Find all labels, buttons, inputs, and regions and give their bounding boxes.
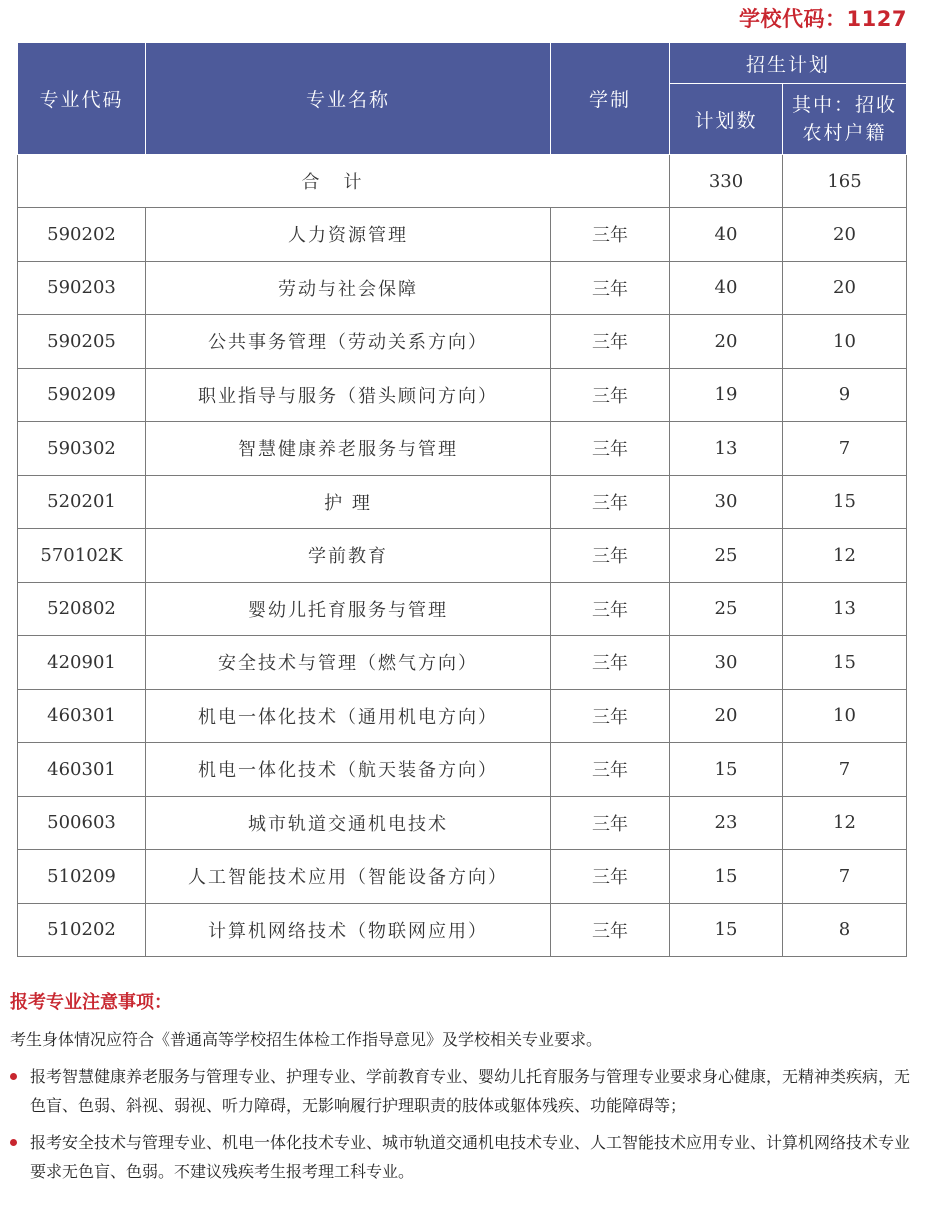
cell-code: 590202 — [18, 208, 146, 262]
cell-rural: 12 — [783, 796, 907, 850]
cell-code: 500603 — [18, 796, 146, 850]
cell-plan: 25 — [670, 529, 783, 583]
cell-rural: 10 — [783, 689, 907, 743]
table-row — [18, 743, 907, 797]
header-plan-group: 招生计划 — [670, 43, 907, 84]
table-row — [18, 261, 907, 315]
header-rural — [783, 84, 907, 155]
cell-code: 590209 — [18, 368, 146, 422]
cell-rural: 15 — [783, 636, 907, 690]
school-code: 学校代码：1127 — [739, 7, 907, 31]
cell-plan: 15 — [670, 903, 783, 957]
cell-code: 590203 — [18, 261, 146, 315]
cell-name: 智慧健康养老服务与管理 — [146, 422, 551, 476]
table-row — [18, 315, 907, 369]
enrollment-plan-table — [17, 42, 907, 957]
cell-duration: 三年 — [551, 208, 670, 262]
table-body — [18, 155, 907, 957]
table-row — [18, 796, 907, 850]
header-rural-line1: 其中：招收 — [792, 94, 898, 116]
header-rural-line2: 农村户籍 — [802, 122, 887, 144]
cell-code: 510202 — [18, 903, 146, 957]
cell-plan: 15 — [670, 850, 783, 904]
cell-name: 人工智能技术应用（智能设备方向） — [146, 850, 551, 904]
table-row — [18, 368, 907, 422]
cell-plan: 30 — [670, 636, 783, 690]
notes-item-text: 报考安全技术与管理专业、机电一体化技术专业、城市轨道交通机电技术专业、人工智能技术应用专业、计算机网络技术专业要求无色盲、色弱。不建议残疾考生报考理工科专业。 — [30, 1133, 911, 1181]
notes-list — [10, 1062, 915, 1194]
cell-rural: 20 — [783, 261, 907, 315]
cell-duration: 三年 — [551, 796, 670, 850]
cell-code: 460301 — [18, 689, 146, 743]
header-code: 专业代码 — [18, 43, 146, 155]
cell-plan: 19 — [670, 368, 783, 422]
cell-rural: 7 — [783, 743, 907, 797]
cell-code: 590302 — [18, 422, 146, 476]
header-plan-count: 计划数 — [670, 84, 783, 155]
cell-plan: 13 — [670, 422, 783, 476]
cell-name: 机电一体化技术（航天装备方向） — [146, 743, 551, 797]
cell-code: 510209 — [18, 850, 146, 904]
cell-name: 劳动与社会保障 — [146, 261, 551, 315]
cell-duration: 三年 — [551, 582, 670, 636]
table-row — [18, 529, 907, 583]
cell-duration: 三年 — [551, 475, 670, 529]
total-label: 合计 — [18, 155, 670, 208]
total-plan: 330 — [670, 155, 783, 208]
cell-duration: 三年 — [551, 850, 670, 904]
cell-rural: 15 — [783, 475, 907, 529]
header-name: 专业名称 — [146, 43, 551, 155]
cell-code: 520201 — [18, 475, 146, 529]
cell-name: 护 理 — [146, 475, 551, 529]
cell-duration: 三年 — [551, 636, 670, 690]
table-row — [18, 208, 907, 262]
table-row — [18, 689, 907, 743]
cell-rural: 12 — [783, 529, 907, 583]
table-row — [18, 850, 907, 904]
cell-name: 机电一体化技术（通用机电方向） — [146, 689, 551, 743]
header-duration: 学制 — [551, 43, 670, 155]
cell-code: 570102K — [18, 529, 146, 583]
cell-duration: 三年 — [551, 529, 670, 583]
bullet-dot-icon — [10, 1139, 17, 1146]
table-row — [18, 636, 907, 690]
cell-plan: 20 — [670, 315, 783, 369]
notes-title: 报考专业注意事项： — [10, 992, 172, 1013]
cell-duration: 三年 — [551, 903, 670, 957]
cell-plan: 20 — [670, 689, 783, 743]
notes-item — [10, 1062, 915, 1120]
cell-plan: 23 — [670, 796, 783, 850]
cell-duration: 三年 — [551, 315, 670, 369]
cell-rural: 9 — [783, 368, 907, 422]
cell-name: 公共事务管理（劳动关系方向） — [146, 315, 551, 369]
cell-rural: 10 — [783, 315, 907, 369]
cell-rural: 7 — [783, 850, 907, 904]
cell-code: 590205 — [18, 315, 146, 369]
table-row — [18, 903, 907, 957]
table-row — [18, 582, 907, 636]
cell-duration: 三年 — [551, 368, 670, 422]
total-row — [18, 155, 907, 208]
notes-item-text: 报考智慧健康养老服务与管理专业、护理专业、学前教育专业、婴幼儿托育服务与管理专业要求身心健康，无精神类疾病，无色盲、色弱、斜视、弱视、听力障碍，无影响履行护理职责的肢体或躯体残疾、功能障碍等； — [30, 1067, 911, 1115]
cell-rural: 7 — [783, 422, 907, 476]
notes-item — [10, 1128, 915, 1186]
cell-plan: 25 — [670, 582, 783, 636]
table-header — [18, 43, 907, 155]
cell-plan: 30 — [670, 475, 783, 529]
cell-plan: 40 — [670, 208, 783, 262]
total-rural: 165 — [783, 155, 907, 208]
cell-rural: 20 — [783, 208, 907, 262]
cell-name: 人力资源管理 — [146, 208, 551, 262]
cell-name: 婴幼儿托育服务与管理 — [146, 582, 551, 636]
table-row — [18, 475, 907, 529]
cell-plan: 40 — [670, 261, 783, 315]
cell-rural: 8 — [783, 903, 907, 957]
cell-name: 学前教育 — [146, 529, 551, 583]
cell-name: 城市轨道交通机电技术 — [146, 796, 551, 850]
cell-duration: 三年 — [551, 689, 670, 743]
cell-duration: 三年 — [551, 422, 670, 476]
cell-code: 420901 — [18, 636, 146, 690]
cell-plan: 15 — [670, 743, 783, 797]
table-row — [18, 422, 907, 476]
cell-name: 计算机网络技术（物联网应用） — [146, 903, 551, 957]
cell-code: 460301 — [18, 743, 146, 797]
cell-duration: 三年 — [551, 261, 670, 315]
cell-duration: 三年 — [551, 743, 670, 797]
cell-name: 安全技术与管理（燃气方向） — [146, 636, 551, 690]
cell-rural: 13 — [783, 582, 907, 636]
cell-name: 职业指导与服务（猎头顾问方向） — [146, 368, 551, 422]
cell-code: 520802 — [18, 582, 146, 636]
notes-intro: 考生身体情况应符合《普通高等学校招生体检工作指导意见》及学校相关专业要求。 — [10, 1030, 603, 1049]
bullet-dot-icon — [10, 1073, 17, 1080]
